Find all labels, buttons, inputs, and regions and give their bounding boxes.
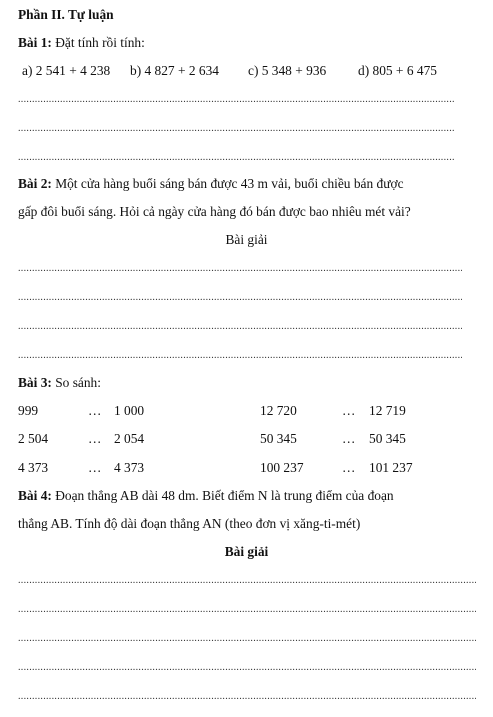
compare-value: 999 (18, 403, 39, 418)
bai2-line2: gấp đôi buổi sáng. Hỏi cả ngày cửa hàng đó bán được bao nhiêu mét vải? (18, 204, 411, 219)
answer-line (18, 264, 462, 274)
bai3-heading (18, 374, 101, 392)
answer-line (18, 634, 476, 644)
compare-value: 1 000 (114, 403, 145, 418)
bai3-label: Bài 3: (18, 375, 52, 390)
bai4-text-1: Đoạn thẳng AB dài 48 dm. Biết điểm N là trung điểm của đoạn (51, 488, 394, 503)
compare-blank: … (342, 460, 356, 475)
compare-value: 4 373 (18, 460, 49, 475)
bai2-line1 (18, 175, 404, 193)
bai1-heading (18, 34, 145, 52)
bai1-item-d: d) 805 + 6 475 (358, 63, 437, 78)
bai1-text: Đặt tính rồi tính: (51, 35, 145, 50)
compare-blank: … (88, 460, 102, 475)
bai3-text: So sánh: (51, 375, 101, 390)
answer-line (18, 293, 462, 303)
compare-value: 12 719 (369, 403, 406, 418)
bai1-item-b: b) 4 827 + 2 634 (130, 63, 220, 78)
bai4-label: Bài 4: (18, 488, 52, 503)
answer-line (18, 322, 462, 332)
bai4-line1 (18, 487, 394, 505)
bai2-text-1: Một cửa hàng buổi sáng bán được 43 m vải, buổi chiều bán được (51, 176, 404, 191)
compare-blank: … (88, 403, 102, 418)
compare-value: 12 720 (260, 403, 297, 418)
bai1-item-a: a) 2 541 + 4 238 (22, 63, 111, 78)
answer-line (18, 663, 476, 673)
bai2-label: Bài 2: (18, 176, 52, 191)
compare-value: 101 237 (369, 460, 413, 475)
compare-value: 50 345 (260, 431, 297, 446)
section-title: Phần II. Tự luận (18, 7, 114, 22)
answer-line (18, 692, 476, 702)
compare-value: 4 373 (114, 460, 145, 475)
answer-line (18, 95, 455, 105)
compare-value: 50 345 (369, 431, 406, 446)
answer-line (18, 351, 462, 361)
answer-line (18, 605, 476, 615)
answer-line (18, 576, 476, 586)
compare-blank: … (88, 431, 102, 446)
bai2-solution-heading: Bài giải (225, 232, 268, 247)
bai1-label: Bài 1: (18, 35, 52, 50)
bai4-solution-heading: Bài giải (224, 544, 269, 559)
compare-blank: … (342, 431, 356, 446)
compare-value: 100 237 (260, 460, 304, 475)
compare-value: 2 504 (18, 431, 49, 446)
compare-value: 2 054 (114, 431, 145, 446)
bai4-line2: thẳng AB. Tính độ dài đoạn thẳng AN (theo đơn vị xăng-ti-mét) (18, 516, 361, 531)
bai1-item-c: c) 5 348 + 936 (248, 63, 327, 78)
answer-line (18, 124, 455, 134)
compare-blank: … (342, 403, 356, 418)
answer-line (18, 153, 455, 163)
